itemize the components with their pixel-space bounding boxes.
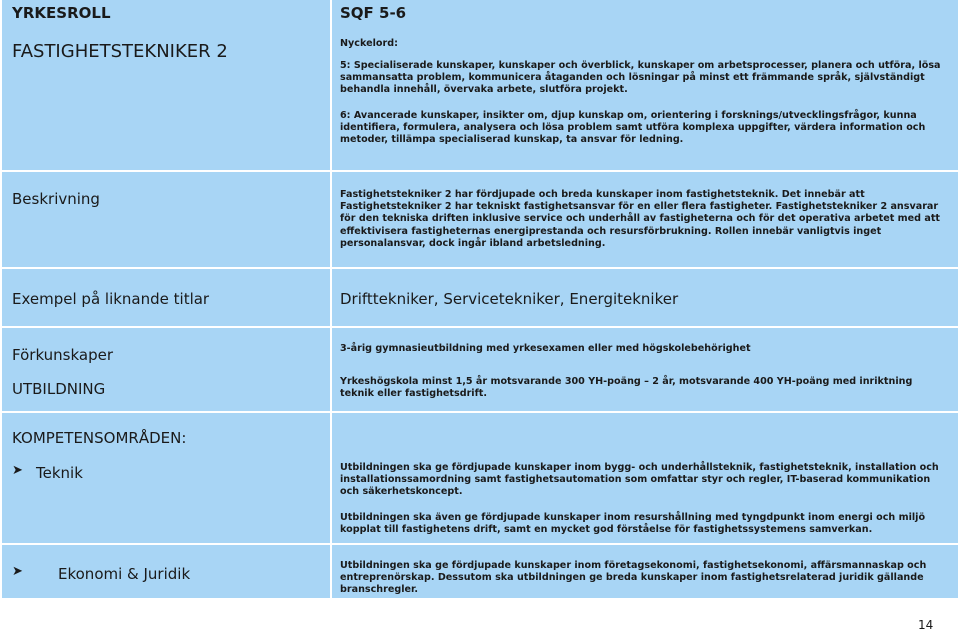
role-label: YRKESROLL — [12, 4, 111, 22]
description-label: Beskrivning — [12, 190, 100, 208]
examples-row — [2, 269, 958, 328]
prerequisites-row — [2, 328, 958, 413]
prerequisites-text-cell — [332, 328, 958, 411]
teknik-text-cell — [332, 460, 958, 543]
header-right-cell — [332, 0, 958, 170]
competence-heading-cell — [2, 413, 330, 460]
teknik-label: Teknik — [36, 464, 83, 482]
examples-label: Exempel på liknande titlar — [12, 290, 210, 308]
level-6-text: 6: Avancerade kunskaper, insikter om, djup kunskap om, orientering i forsknings/utvecklingsfrågor, kunna identifiera, formulera, analysera och lösa problem samt utföra komplexa uppgifter, värdera information och metoder, tillämpa specialiserad kunskap, ta ansvar för ledning. — [340, 110, 926, 146]
prerequisites-label: Förkunskaper — [12, 346, 114, 364]
education-label: UTBILDNING — [12, 380, 106, 398]
role-title: FASTIGHETSTEKNIKER 2 — [12, 41, 228, 62]
teknik-paragraph-2: Utbildningen ska även ge fördjupade kunskaper inom resurshållning med tyngdpunkt inom energi och miljö kopplat till fastighetens drift, samt en mycket god förståelse för fastighetssystemens samverkan. — [340, 512, 926, 536]
arrowhead-bullet-icon: ➤ — [12, 564, 23, 579]
header-left-cell — [2, 0, 330, 170]
education-text: Yrkeshögskola minst 1,5 år motsvarande 300 YH-poäng – 2 år, motsvarande 400 YH-poäng med inriktning teknik eller fastighetsdrift. — [340, 376, 913, 400]
sqf-label: SQF 5-6 — [340, 4, 407, 22]
prerequisites-text: 3-årig gymnasieutbildning med yrkesexamen eller med högskolebehörighet — [340, 343, 751, 354]
description-label-cell — [2, 172, 330, 267]
description-text-cell — [332, 172, 958, 267]
economy-label: Ekonomi & Juridik — [58, 565, 191, 583]
competence-heading-row — [2, 413, 958, 460]
examples-text-cell — [332, 269, 958, 326]
description-row — [2, 172, 958, 269]
description-text: Fastighetstekniker 2 har fördjupade och breda kunskaper inom fastighetsteknik. Det innebär att Fastighetstekniker 2 har tekniskt fastighetsansvar för en eller flera fastigheter. Fastighetstekniker 2 ansvarar för den tekniska driften inklusive service och underhåll av fastigheterna och för det operativa arbetet med att effektivisera fastigheternas energiprestanda och resursförbrukning. Rollen innebär vanligtvis inget personalansvar, dock ingår ibland arbetsledning. — [340, 189, 940, 249]
prerequisites-label-cell — [2, 328, 330, 411]
examples-text: Drifttekniker, Servicetekniker, Energitekniker — [340, 290, 679, 308]
header-row — [2, 0, 958, 172]
arrowhead-bullet-icon: ➤ — [12, 463, 23, 478]
teknik-label-cell — [2, 460, 330, 543]
teknik-paragraph-1: Utbildningen ska ge fördjupade kunskaper inom bygg- och underhållsteknik, fastighetsteknik, installation och installationssamordning samt fastighetsautomation som omfattar styr och regler, IT-baserad kommunikation och säkerhetskoncept. — [340, 462, 939, 498]
economy-text-cell — [332, 545, 958, 598]
competence-area-economy-row — [2, 545, 958, 600]
economy-paragraph-1: Utbildningen ska ge fördjupade kunskaper inom företagsekonomi, fastighetsekonomi, affärsmannaskap och entreprenörskap. Dessutom ska utbildningen ge breda kunskaper inom fastighetsrelaterad juridik gällande branschregler. — [340, 560, 927, 596]
keyword-label: Nyckelord: — [340, 38, 398, 49]
level-5-text: 5: Specialiserade kunskaper, kunskaper och överblick, kunskaper om arbetsprocesser, planera och utföra, lösa sammansatta problem, kommunicera åtaganden och lösningar på minst ett främmande språk, självständigt behandla innehåll, övervaka arbete, slutföra projekt. — [340, 60, 941, 96]
competence-heading: KOMPETENSOMRÅDEN: — [12, 429, 187, 447]
economy-label-cell — [2, 545, 330, 598]
competence-area-teknik-row — [2, 460, 958, 545]
competence-heading-right-cell — [332, 413, 958, 460]
examples-label-cell — [2, 269, 330, 326]
page-number: 14 — [918, 618, 934, 632]
